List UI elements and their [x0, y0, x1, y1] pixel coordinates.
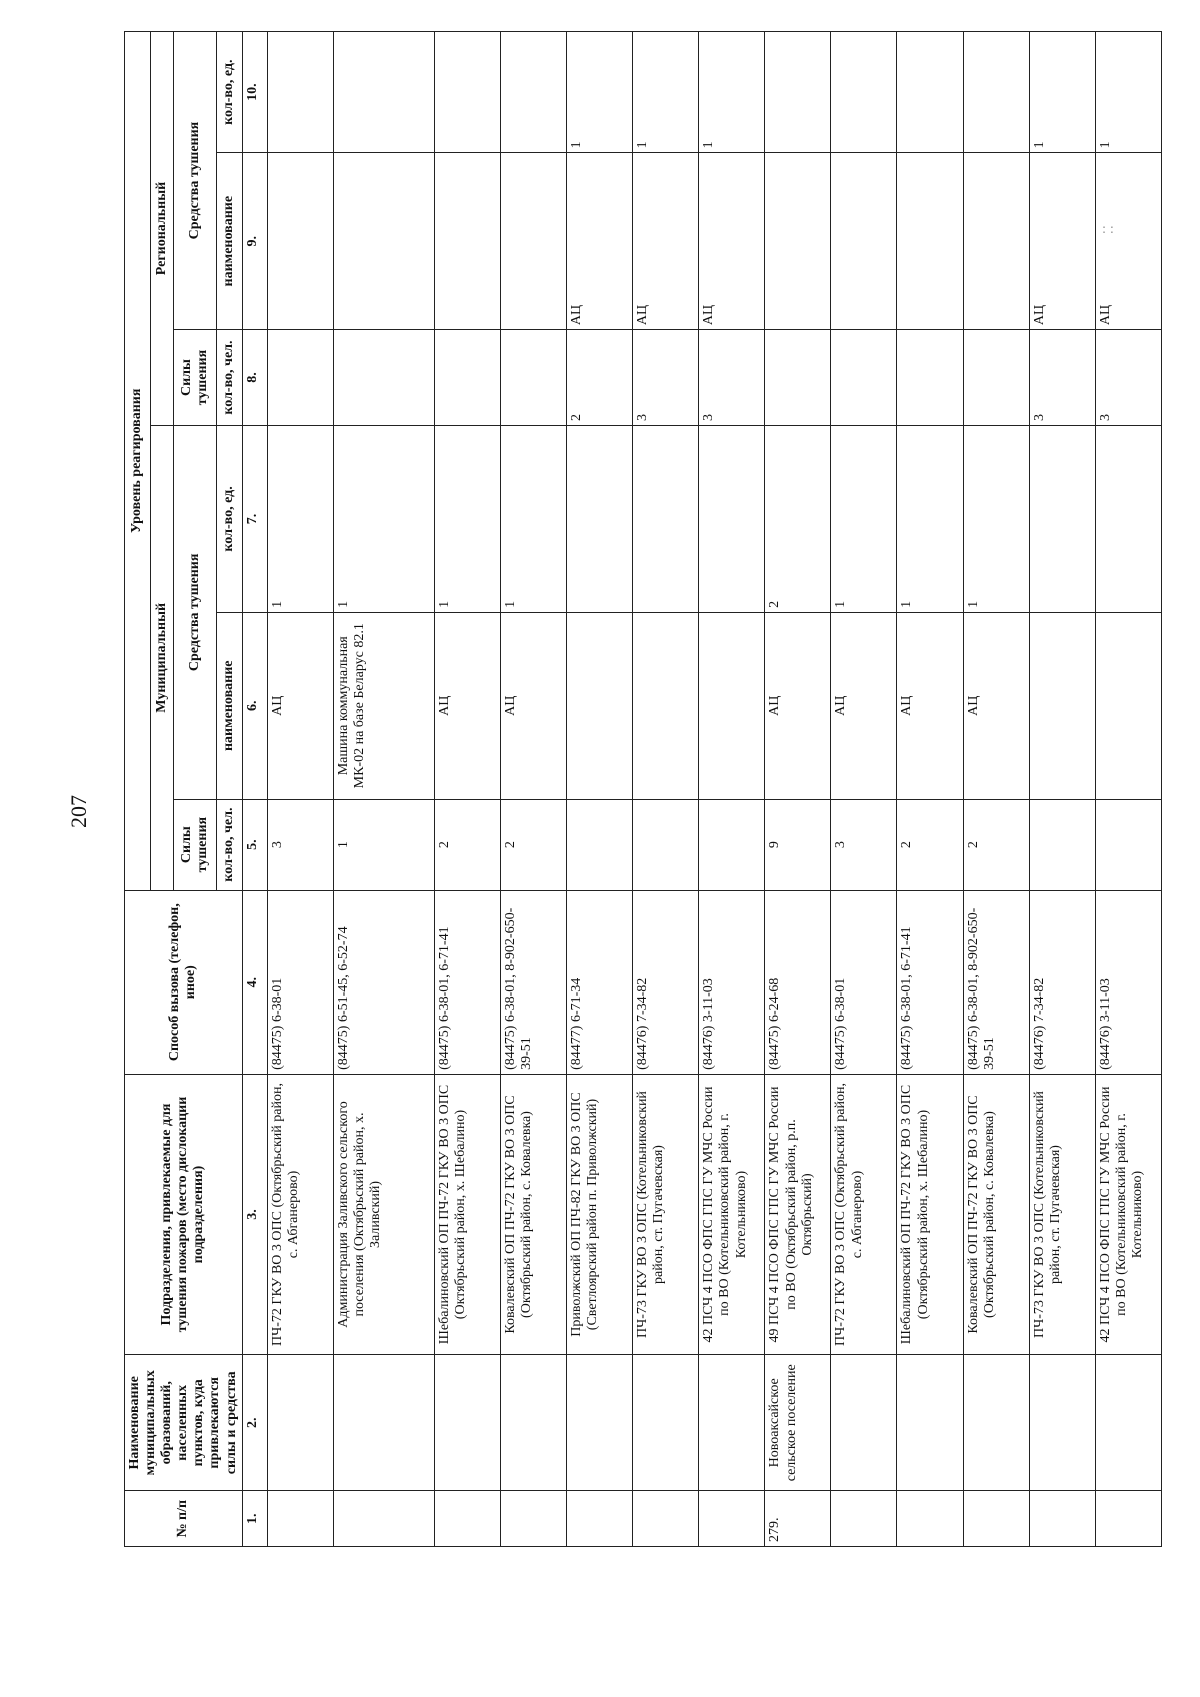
- municipal-means-name: [1095, 612, 1161, 799]
- municipality-name: Новоаксайское сельское поселение: [765, 1355, 831, 1491]
- regional-means-qty: [334, 32, 435, 153]
- call-method: (84475) 6-38-01, 6-71-41: [897, 890, 963, 1074]
- subdivision-name: Шебалиновский ОП ПЧ-72 ГКУ ВО 3 ОПС (Октябрьский район, х. Шебалино): [897, 1074, 963, 1354]
- row-number: 279.: [765, 1491, 831, 1547]
- subdivision-name: ПЧ-73 ГКУ ВО 3 ОПС (Котельниковский район, ст. Пугачевская): [1029, 1074, 1095, 1354]
- regional-means-qty: 1: [633, 32, 699, 153]
- column-number: 3.: [242, 1074, 267, 1354]
- regional-forces-qty: [897, 330, 963, 426]
- regional-means-qty: [963, 32, 1029, 153]
- column-number-row: [242, 32, 267, 1547]
- municipality-name: [267, 1355, 333, 1491]
- table-row: [765, 32, 831, 1547]
- municipal-means-qty: [567, 426, 633, 613]
- header-qty-people: кол-во, чел.: [216, 330, 242, 426]
- municipal-means-qty: 2: [765, 426, 831, 613]
- row-number: [1029, 1491, 1095, 1547]
- regional-forces-qty: [334, 330, 435, 426]
- municipal-forces-qty: 9: [765, 799, 831, 890]
- municipal-means-name: АЦ: [435, 612, 501, 799]
- municipality-name: [633, 1355, 699, 1491]
- regional-forces-qty: [501, 330, 567, 426]
- regional-forces-qty: [765, 330, 831, 426]
- regional-forces-qty: 2: [567, 330, 633, 426]
- regional-means-qty: 1: [1095, 32, 1161, 153]
- municipality-name: [1095, 1355, 1161, 1491]
- table-row: [699, 32, 765, 1547]
- regional-means-qty: [267, 32, 333, 153]
- header-regional-forces: Силы тушения: [174, 330, 217, 426]
- regional-means-qty: [765, 32, 831, 153]
- header-level: Уровень реагирования: [125, 32, 151, 891]
- header-municipal-forces: Силы тушения: [174, 799, 217, 890]
- table-row: [1029, 32, 1095, 1547]
- header-num: № п/п: [125, 1491, 243, 1547]
- municipality-name: [334, 1355, 435, 1491]
- regional-forces-qty: [267, 330, 333, 426]
- municipality-name: [699, 1355, 765, 1491]
- municipal-forces-qty: 2: [963, 799, 1029, 890]
- municipal-means-name: [567, 612, 633, 799]
- subdivision-name: Ковалевский ОП ПЧ-72 ГКУ ВО 3 ОПС (Октябрьский район, с. Ковалевка): [501, 1074, 567, 1354]
- table-row: [567, 32, 633, 1547]
- call-method: (84475) 6-24-68: [765, 890, 831, 1074]
- row-number: [633, 1491, 699, 1547]
- header-qty-people: кол-во, чел.: [216, 799, 242, 890]
- table-row: [831, 32, 897, 1547]
- subdivision-name: Шебалиновский ОП ПЧ-72 ГКУ ВО 3 ОПС (Октябрьский район, х. Шебалино): [435, 1074, 501, 1354]
- municipal-forces-qty: 3: [267, 799, 333, 890]
- municipal-means-qty: 1: [831, 426, 897, 613]
- regional-means-name: [897, 153, 963, 330]
- municipal-means-name: АЦ: [897, 612, 963, 799]
- call-method: (84476) 7-34-82: [633, 890, 699, 1074]
- municipal-means-qty: 1: [334, 426, 435, 613]
- subdivision-name: ПЧ-72 ГКУ ВО 3 ОПС (Октябрьский район, с. Абганерово): [267, 1074, 333, 1354]
- regional-forces-qty: [435, 330, 501, 426]
- regional-means-name: АЦ: [633, 153, 699, 330]
- header-subdivision: Подразделения, привлекаемые для тушения пожаров (место дислокации подразделения): [125, 1074, 243, 1354]
- table-row: [897, 32, 963, 1547]
- municipal-forces-qty: 1: [334, 799, 435, 890]
- municipality-name: [963, 1355, 1029, 1491]
- regional-means-name: АЦ: [699, 153, 765, 330]
- column-number: 8.: [242, 330, 267, 426]
- municipal-means-name: Машина коммунальная МК-02 на базе Беларус 82.1: [334, 612, 435, 799]
- regional-means-qty: 1: [1029, 32, 1095, 153]
- call-method: (84476) 7-34-82: [1029, 890, 1095, 1074]
- header-qty-units: кол-во, ед.: [216, 426, 242, 613]
- municipal-means-qty: [699, 426, 765, 613]
- municipal-means-qty: 1: [897, 426, 963, 613]
- call-method: (84475) 6-38-01, 8-902-650-39-51: [963, 890, 1029, 1074]
- subdivision-name: ПЧ-72 ГКУ ВО 3 ОПС (Октябрьский район, с. Абганерово): [831, 1074, 897, 1354]
- header-name: наименование: [216, 612, 242, 799]
- municipal-means-qty: 1: [963, 426, 1029, 613]
- table-row: [501, 32, 567, 1547]
- column-number: 10.: [242, 32, 267, 153]
- municipal-means-qty: [633, 426, 699, 613]
- column-number: 7.: [242, 426, 267, 613]
- municipality-name: [501, 1355, 567, 1491]
- rotated-table-wrapper: [124, 31, 1154, 1547]
- header-regional: Региональный: [150, 32, 174, 426]
- row-number: [435, 1491, 501, 1547]
- municipal-means-qty: [1095, 426, 1161, 613]
- regional-means-name: [765, 153, 831, 330]
- regional-means-name: [267, 153, 333, 330]
- column-number: 9.: [242, 153, 267, 330]
- municipal-means-name: АЦ: [963, 612, 1029, 799]
- row-number: [963, 1491, 1029, 1547]
- call-method: (84476) 3-11-03: [699, 890, 765, 1074]
- municipal-means-name: АЦ: [501, 612, 567, 799]
- regional-forces-qty: [831, 330, 897, 426]
- regional-means-name: АЦ: [567, 153, 633, 330]
- table-row: [963, 32, 1029, 1547]
- table-row: [633, 32, 699, 1547]
- header-name: наименование: [216, 153, 242, 330]
- municipal-forces-qty: [699, 799, 765, 890]
- header-municipality: Наименование муниципальных образований, населенных пунктов, куда привлекаются силы и средства: [125, 1355, 243, 1491]
- regional-means-qty: 1: [567, 32, 633, 153]
- regional-means-qty: [897, 32, 963, 153]
- municipal-forces-qty: 2: [501, 799, 567, 890]
- municipal-means-name: [633, 612, 699, 799]
- regional-means-qty: [435, 32, 501, 153]
- regional-means-qty: 1: [699, 32, 765, 153]
- table-row: [1095, 32, 1161, 1547]
- call-method: (84475) 6-38-01: [831, 890, 897, 1074]
- row-number: [501, 1491, 567, 1547]
- regional-means-name: [435, 153, 501, 330]
- municipal-forces-qty: [567, 799, 633, 890]
- regional-forces-qty: [963, 330, 1029, 426]
- subdivision-name: Приволжский ОП ПЧ-82 ГКУ ВО 3 ОПС (Светлоярский район п. Приволжский): [567, 1074, 633, 1354]
- row-number: [897, 1491, 963, 1547]
- header-qty-units: кол-во, ед.: [216, 32, 242, 153]
- municipal-means-name: [1029, 612, 1095, 799]
- page-number: 207: [66, 795, 91, 828]
- table-row: [435, 32, 501, 1547]
- regional-means-name: [501, 153, 567, 330]
- regional-means-name: [334, 153, 435, 330]
- row-number: [267, 1491, 333, 1547]
- municipal-forces-qty: 2: [435, 799, 501, 890]
- row-number: [567, 1491, 633, 1547]
- column-number: 5.: [242, 799, 267, 890]
- regional-forces-qty: 3: [1029, 330, 1095, 426]
- row-number: [699, 1491, 765, 1547]
- municipality-name: [435, 1355, 501, 1491]
- municipal-means-name: АЦ: [765, 612, 831, 799]
- municipal-means-qty: 1: [267, 426, 333, 613]
- municipal-means-qty: [1029, 426, 1095, 613]
- column-number: 4.: [242, 890, 267, 1074]
- column-number: 2.: [242, 1355, 267, 1491]
- subdivision-name: Ковалевский ОП ПЧ-72 ГКУ ВО 3 ОПС (Октябрьский район, с. Ковалевка): [963, 1074, 1029, 1354]
- regional-means-name: [963, 153, 1029, 330]
- municipal-means-qty: 1: [435, 426, 501, 613]
- call-method: (84475) 6-51-45, 6-52-74: [334, 890, 435, 1074]
- call-method: (84475) 6-38-01, 8-902-650-39-51: [501, 890, 567, 1074]
- row-number: [334, 1491, 435, 1547]
- row-number: [1095, 1491, 1161, 1547]
- municipal-forces-qty: 2: [897, 799, 963, 890]
- call-method: (84476) 3-11-03: [1095, 890, 1161, 1074]
- regional-forces-qty: 3: [633, 330, 699, 426]
- table-row: [334, 32, 435, 1547]
- subdivision-name: 42 ПСЧ 4 ПСО ФПС ГПС ГУ МЧС России по ВО (Котельниковский район, г. Котельниково): [699, 1074, 765, 1354]
- municipal-means-name: АЦ: [831, 612, 897, 799]
- municipality-name: [1029, 1355, 1095, 1491]
- call-method: (84475) 6-38-01: [267, 890, 333, 1074]
- subdivision-name: 49 ПСЧ 4 ПСО ФПС ГПС ГУ МЧС России по ВО (Октябрьский район, р.п. Октябрьский): [765, 1074, 831, 1354]
- subdivision-name: ПЧ-73 ГКУ ВО 3 ОПС (Котельниковский район, ст. Пугачевская): [633, 1074, 699, 1354]
- subdivision-name: 42 ПСЧ 4 ПСО ФПС ГПС ГУ МЧС России по ВО (Котельниковский район, г. Котельниково): [1095, 1074, 1161, 1354]
- regional-means-name: [831, 153, 897, 330]
- row-number: [831, 1491, 897, 1547]
- regional-forces-qty: 3: [699, 330, 765, 426]
- municipal-means-name: АЦ: [267, 612, 333, 799]
- subdivision-name: Администрация Заливского сельского поселения (Октябрьский район, х. Заливский): [334, 1074, 435, 1354]
- municipal-forces-qty: [1095, 799, 1161, 890]
- municipal-forces-qty: [633, 799, 699, 890]
- column-number: 1.: [242, 1491, 267, 1547]
- municipality-name: [831, 1355, 897, 1491]
- header-municipal-means: Средства тушения: [174, 426, 217, 800]
- municipality-name: [897, 1355, 963, 1491]
- municipal-means-name: [699, 612, 765, 799]
- response-table: [124, 31, 1162, 1547]
- regional-means-qty: [831, 32, 897, 153]
- municipal-forces-qty: 3: [831, 799, 897, 890]
- regional-forces-qty: 3: [1095, 330, 1161, 426]
- regional-means-qty: [501, 32, 567, 153]
- scan-mark: : :: [1102, 222, 1114, 236]
- table-row: [267, 32, 333, 1547]
- header-call: Способ вызова (телефон, иное): [125, 890, 243, 1074]
- header-regional-means: Средства тушения: [174, 32, 217, 330]
- call-method: (84475) 6-38-01, 6-71-41: [435, 890, 501, 1074]
- column-number: 6.: [242, 612, 267, 799]
- municipality-name: [567, 1355, 633, 1491]
- municipal-forces-qty: [1029, 799, 1095, 890]
- call-method: (84477) 6-71-34: [567, 890, 633, 1074]
- regional-means-name: АЦ: [1095, 153, 1161, 330]
- municipal-means-qty: 1: [501, 426, 567, 613]
- header-municipal: Муниципальный: [150, 426, 174, 891]
- regional-means-name: АЦ: [1029, 153, 1095, 330]
